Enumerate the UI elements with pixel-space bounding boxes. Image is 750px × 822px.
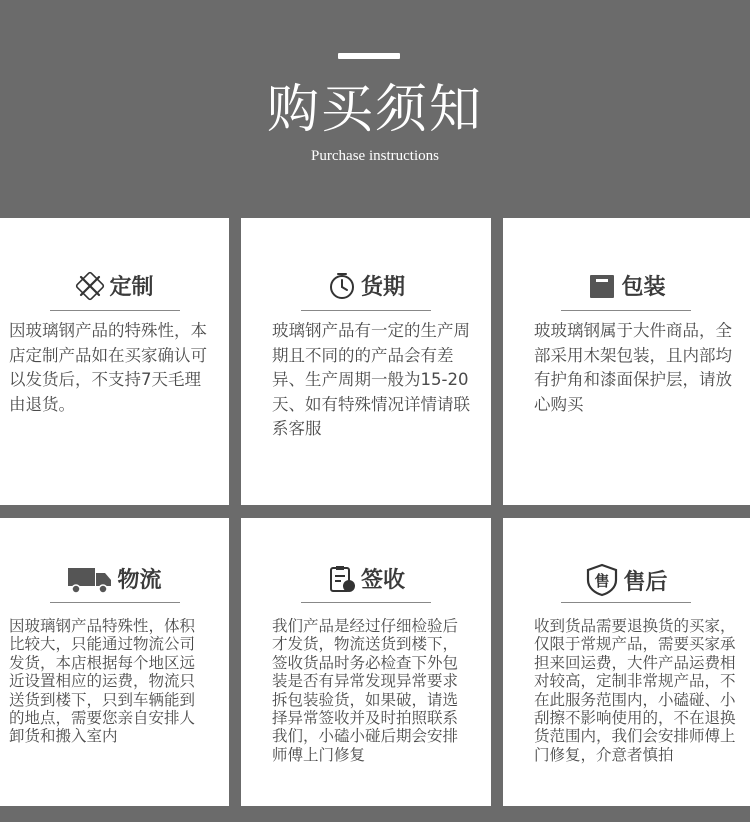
ruler-pencil-icon — [75, 271, 105, 301]
header-accent-bar — [338, 53, 400, 59]
card-header — [0, 563, 229, 594]
page-subtitle: Purchase instructions — [311, 148, 439, 164]
card-header — [241, 563, 491, 594]
card-title: 包装 — [621, 275, 666, 300]
card-title: 签收 — [360, 568, 405, 593]
card-title: 售后 — [623, 569, 668, 595]
truck-icon — [67, 564, 113, 594]
title-underline — [561, 310, 691, 311]
title-underline — [50, 310, 180, 311]
page-title: 购买须知 — [266, 80, 483, 140]
card-text: 我们产品是经过仔细检验后才发货，物流送货到楼下，签收货品时务必检查下外包装是否有异常发现异常要求拆包装验货，如果破，请选择异常签收并及时拍照联系我们，小磕小碰后期会安排师傅上门修复 — [272, 617, 459, 764]
card-logistics — [0, 518, 229, 806]
title-underline — [301, 602, 431, 603]
clock-icon — [327, 271, 357, 301]
card-text: 玻玻璃钢属于大件商品，全部采用木架包装，且内部均有护角和漆面保护层，请放心购买 — [534, 321, 732, 414]
card-text: 收到货品需要退换货的买家，仅限于常规产品，需要买家承担来回运费，大件产品运费相对较高，定制非常规产品，不在此服务范围内，小磕碰、小刮擦不影响使用的，不在退换货范围内，我们会安排师傅上门修复，介意者慎拍 — [534, 617, 736, 764]
card-customization — [0, 218, 229, 505]
title-underline — [561, 602, 691, 603]
card-delivery-time — [241, 218, 491, 505]
box-icon — [587, 271, 617, 301]
card-title: 物流 — [117, 568, 162, 593]
shield-icon — [585, 563, 619, 597]
card-header — [503, 270, 750, 301]
card-text: 因玻璃钢产品特殊性，体积比较大，只能通过物流公司发货，本店根据每个地区远近设置相应的运费，物流只送货到楼下，只到车辆能到的地点，需要您亲自安排人卸货和搬入室内 — [9, 617, 196, 746]
card-text: 玻璃钢产品有一定的生产周期且不同的的产品会有差异、生产周期一般为15-20天、如有特殊情况详情请联系客服 — [272, 321, 470, 438]
clipboard-icon — [327, 564, 357, 594]
title-underline — [50, 602, 180, 603]
card-title: 定制 — [109, 275, 154, 300]
card-title: 货期 — [360, 275, 405, 300]
card-packaging — [503, 218, 750, 505]
card-header — [0, 270, 229, 301]
card-header — [241, 270, 491, 301]
title-underline — [301, 310, 431, 311]
card-header — [503, 563, 750, 597]
card-signing — [241, 518, 491, 806]
svg-text:售: 售 — [594, 572, 610, 590]
card-text: 因玻璃钢产品的特殊性，本店定制产品如在买家确认可以发货后，不支持7天毛理由退货。 — [9, 321, 207, 414]
header — [0, 0, 750, 215]
card-after-sales — [503, 518, 750, 806]
